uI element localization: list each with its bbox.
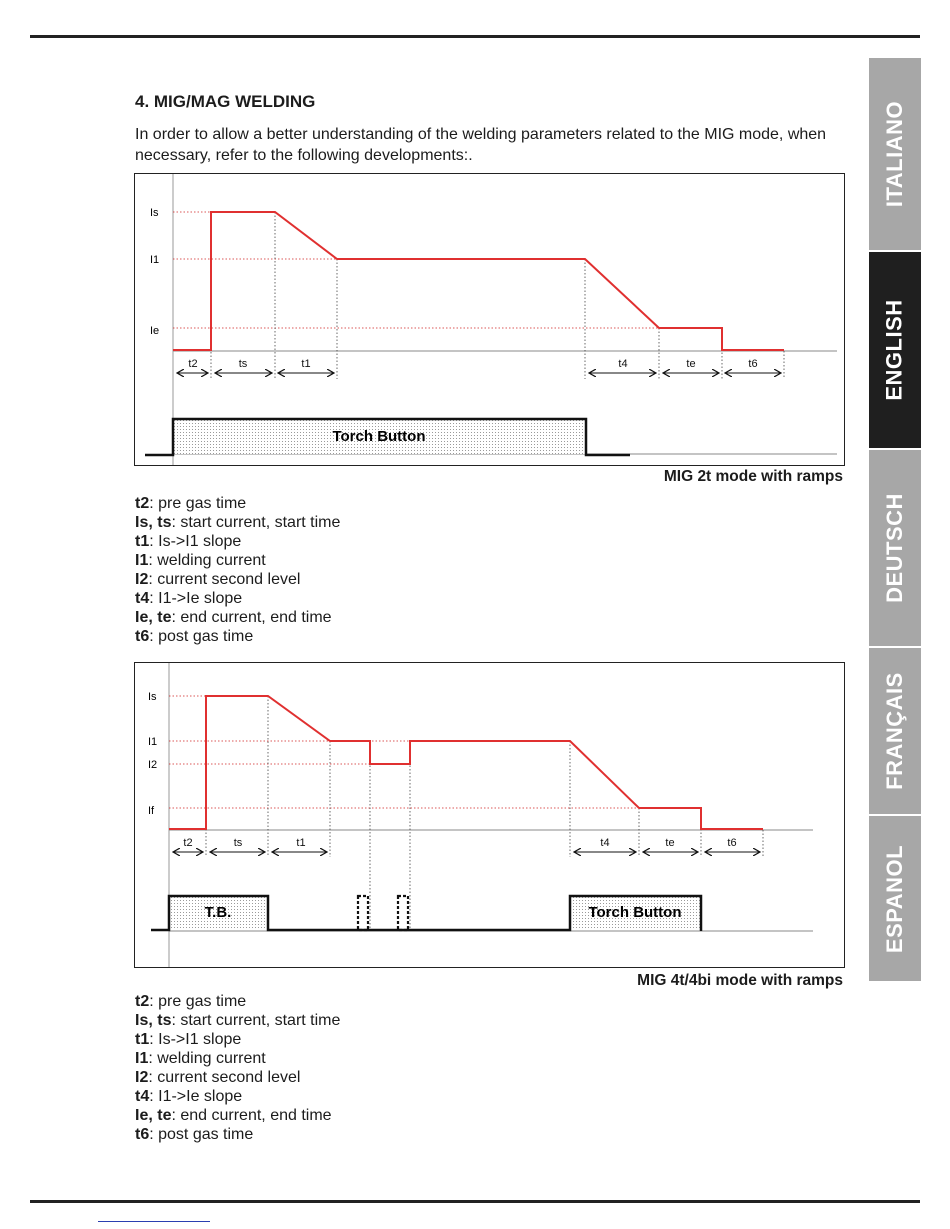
label-t1: t1 (296, 837, 306, 849)
legend-4t (135, 992, 340, 1144)
language-tabs (869, 58, 921, 981)
pulse-1 (358, 896, 368, 930)
label-is: Is (148, 691, 157, 703)
diagram-4t (134, 662, 845, 968)
legend-item: Ie, te: end current, end time (135, 609, 332, 626)
tab-francais[interactable]: FRANÇAIS (869, 648, 921, 814)
legend-item: I1: welding current (135, 552, 266, 569)
label-ts: ts (233, 837, 243, 849)
tb-label: T.B. (204, 904, 232, 921)
legend-item: t2: pre gas time (135, 993, 247, 1010)
legend-item: t1: Is->I1 slope (135, 533, 242, 550)
label-t2: t2 (188, 358, 198, 370)
legend-item: t2: pre gas time (135, 495, 247, 512)
label-ts: ts (238, 358, 248, 370)
legend-item: I2: current second level (135, 1069, 301, 1086)
label-t1: t1 (301, 358, 311, 370)
label-i1: I1 (150, 254, 160, 266)
current-trace (169, 696, 763, 829)
label-te: te (665, 837, 675, 849)
tab-italiano[interactable]: ITALIANO (869, 58, 921, 250)
label-t6: t6 (727, 837, 737, 849)
label-t6: t6 (748, 358, 758, 370)
footer-link-underline[interactable] (98, 1221, 210, 1222)
legend-item: t4: I1->Ie slope (135, 590, 243, 607)
tab-deutsch[interactable]: DEUTSCH (869, 450, 921, 646)
caption-4t: MIG 4t/4bi mode with ramps (637, 972, 843, 989)
diagram-2t (134, 173, 845, 466)
legend-item: I1: welding current (135, 1050, 266, 1067)
legend-item: t6: post gas time (135, 628, 254, 645)
top-rule (30, 35, 920, 38)
label-is: Is (150, 207, 159, 219)
torch-button-label: Torch Button (588, 904, 682, 921)
legend-item: Is, ts: start current, start time (135, 1012, 341, 1029)
legend-item: I2: current second level (135, 571, 301, 588)
legend-item: t4: I1->Ie slope (135, 1088, 243, 1105)
label-if: If (148, 805, 155, 817)
section-heading: 4. MIG/MAG WELDING (135, 92, 316, 111)
label-t4: t4 (600, 837, 610, 849)
label-ie: Ie (150, 325, 160, 337)
label-i1: I1 (148, 736, 158, 748)
legend-item: t1: Is->I1 slope (135, 1031, 242, 1048)
intro-paragraph: In order to allow a better understanding of the welding parameters related to the MIG mode, when necessary, refer to the following developments:. (135, 126, 827, 164)
legend-item: t6: post gas time (135, 1126, 254, 1143)
tab-english[interactable]: ENGLISH (869, 252, 921, 448)
diagram-2t-svg (135, 174, 844, 465)
legend-item: Ie, te: end current, end time (135, 1107, 332, 1124)
label-t4: t4 (618, 358, 628, 370)
diagram-4t-svg (135, 663, 844, 967)
legend-item: Is, ts: start current, start time (135, 514, 341, 531)
torch-button-label: Torch Button (332, 428, 426, 445)
caption-2t: MIG 2t mode with ramps (663, 468, 843, 485)
label-t2: t2 (183, 837, 193, 849)
pulse-2 (398, 896, 408, 930)
tab-espanol[interactable]: ESPANOL (869, 816, 921, 981)
label-te: te (686, 358, 696, 370)
bottom-rule (30, 1200, 920, 1203)
legend-2t (135, 494, 340, 646)
label-i2: I2 (148, 759, 158, 771)
current-trace (173, 212, 784, 350)
